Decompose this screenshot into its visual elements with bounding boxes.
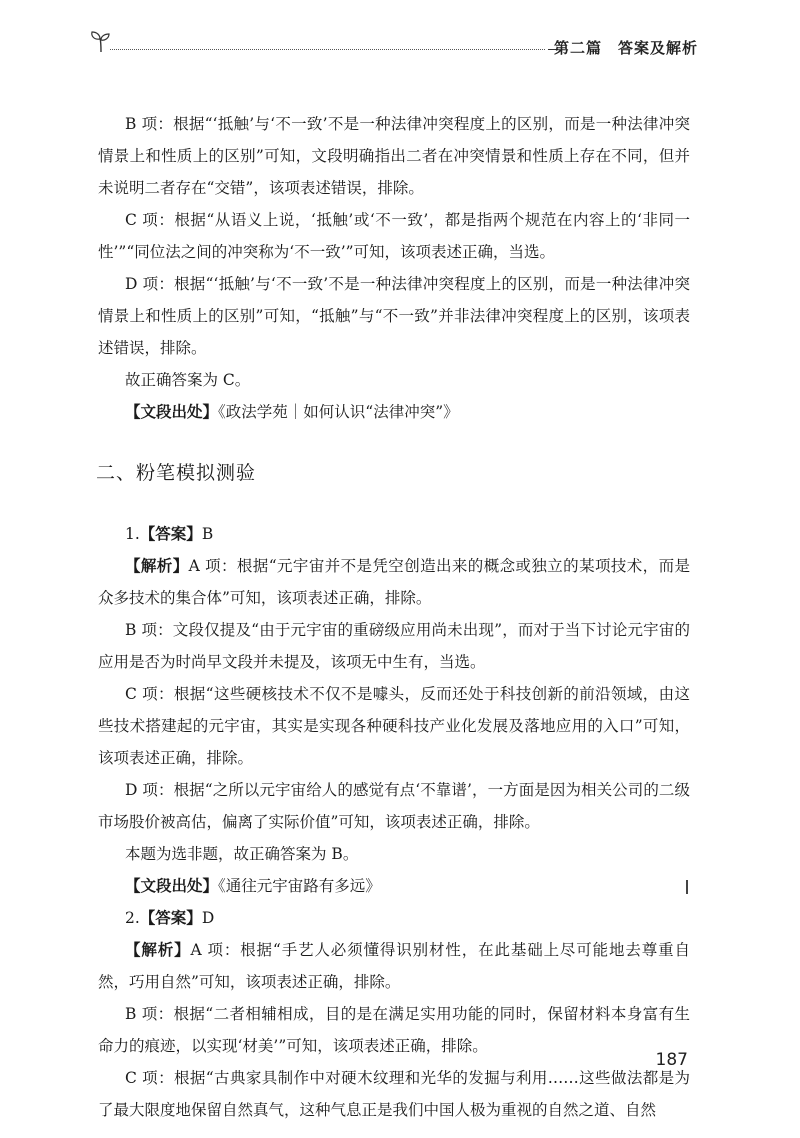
q1-source [98, 870, 690, 902]
q2-number: 2. [125, 909, 140, 927]
q2-analysis-a [98, 934, 690, 998]
q1-option-a: A 项：根据“元宇宙并不是凭空创造出来的概念或独立的某项技术，而是众多技术的集合体”可知，该项表述正确，排除。 [98, 557, 690, 607]
sprout-icon [88, 28, 114, 54]
part1-conclusion: 故正确答案为 C。 [125, 371, 251, 389]
part1-option-c: C 项：根据“从语义上说，‘抵触’或‘不一致’，都是指两个规范在内容上的‘非同一性’”“同位法之间的冲突称为‘不一致’”可知，该项表述正确，当选。 [98, 211, 690, 261]
q1-analysis-a [98, 550, 690, 614]
running-header [88, 28, 700, 58]
source-tag: 【文段出处】 [125, 403, 219, 421]
q2-option-a: A 项：根据“手艺人必须懂得识别材性，在此基础上尽可能地去尊重自然，巧用自然”可知，该项表述正确，排除。 [98, 941, 690, 991]
q1-option-c: C 项：根据“这些硬核技术不仅不是噱头，反而还处于科技创新的前沿领域，由这些技术搭建起的元宇宙，其实是实现各种硬科技产业化发展及落地应用的入口”可知，该项表述正确，排除。 [98, 685, 690, 767]
q2-answer-value: D [201, 909, 215, 927]
analysis-tag: 【解析】 [125, 557, 189, 575]
answer-tag: 【答案】 [139, 525, 202, 543]
page-number: 187 [655, 1050, 688, 1070]
q2-option-c: C 项：根据“古典家具制作中对硬木纹理和光华的发掘与利用……这些做法都是为了最大限度地保留自然真气，这种气息正是我们中国人极为重视的自然之道、自然 [98, 1069, 690, 1119]
header-title: 第二篇 答案及解析 [553, 39, 698, 57]
answer-tag: 【答案】 [139, 909, 202, 927]
page-body [98, 108, 690, 1126]
margin-mark [686, 880, 688, 894]
part1-option-b: B 项：根据“‘抵触’与‘不一致’不是一种法律冲突程度上的区别，而是一种法律冲突情景上和性质上的区别”可知，文段明确指出二者在冲突情景和性质上存在不同，但并未说明二者存在“交错”，该项表述错误，排除。 [98, 115, 690, 197]
q2-answer [98, 902, 690, 934]
source-tag: 【文段出处】 [125, 877, 219, 895]
source-title: 《政法学苑｜如何认识“法律冲突”》 [218, 403, 459, 421]
part1-source [98, 396, 690, 428]
analysis-tag: 【解析】 [125, 941, 191, 959]
q1-answer-value: B [201, 525, 214, 543]
section-title: 二、粉笔模拟测验 [96, 462, 257, 484]
q1-answer [98, 518, 690, 550]
q1-option-b: B 项：文段仅提及“由于元宇宙的重磅级应用尚未出现”，而对于当下讨论元宇宙的应用是否为时尚早文段并未提及，该项无中生有，当选。 [98, 621, 690, 671]
source-title: 《通往元宇宙路有多远》 [218, 877, 381, 895]
q1-option-d: D 项：根据“之所以元宇宙给人的感觉有点‘不靠谱’，一方面是因为相关公司的二级市场股价被高估，偏离了实际价值”可知，该项表述正确，排除。 [98, 781, 690, 831]
q1-number: 1. [125, 525, 140, 543]
part1-option-d: D 项：根据“‘抵触’与‘不一致’不是一种法律冲突程度上的区别，而是一种法律冲突情景上和性质上的区别”可知，“抵触”与“不一致”并非法律冲突程度上的区别，该项表述错误，排除。 [98, 275, 690, 357]
q2-option-b: B 项：根据“二者相辅相成，目的是在满足实用功能的同时，保留材料本身富有生命力的痕迹，以实现‘材美’”可知，该项表述正确，排除。 [98, 1005, 690, 1055]
q1-conclusion: 本题为选非题，故正确答案为 B。 [125, 845, 359, 863]
header-dotted-rule [110, 49, 545, 50]
